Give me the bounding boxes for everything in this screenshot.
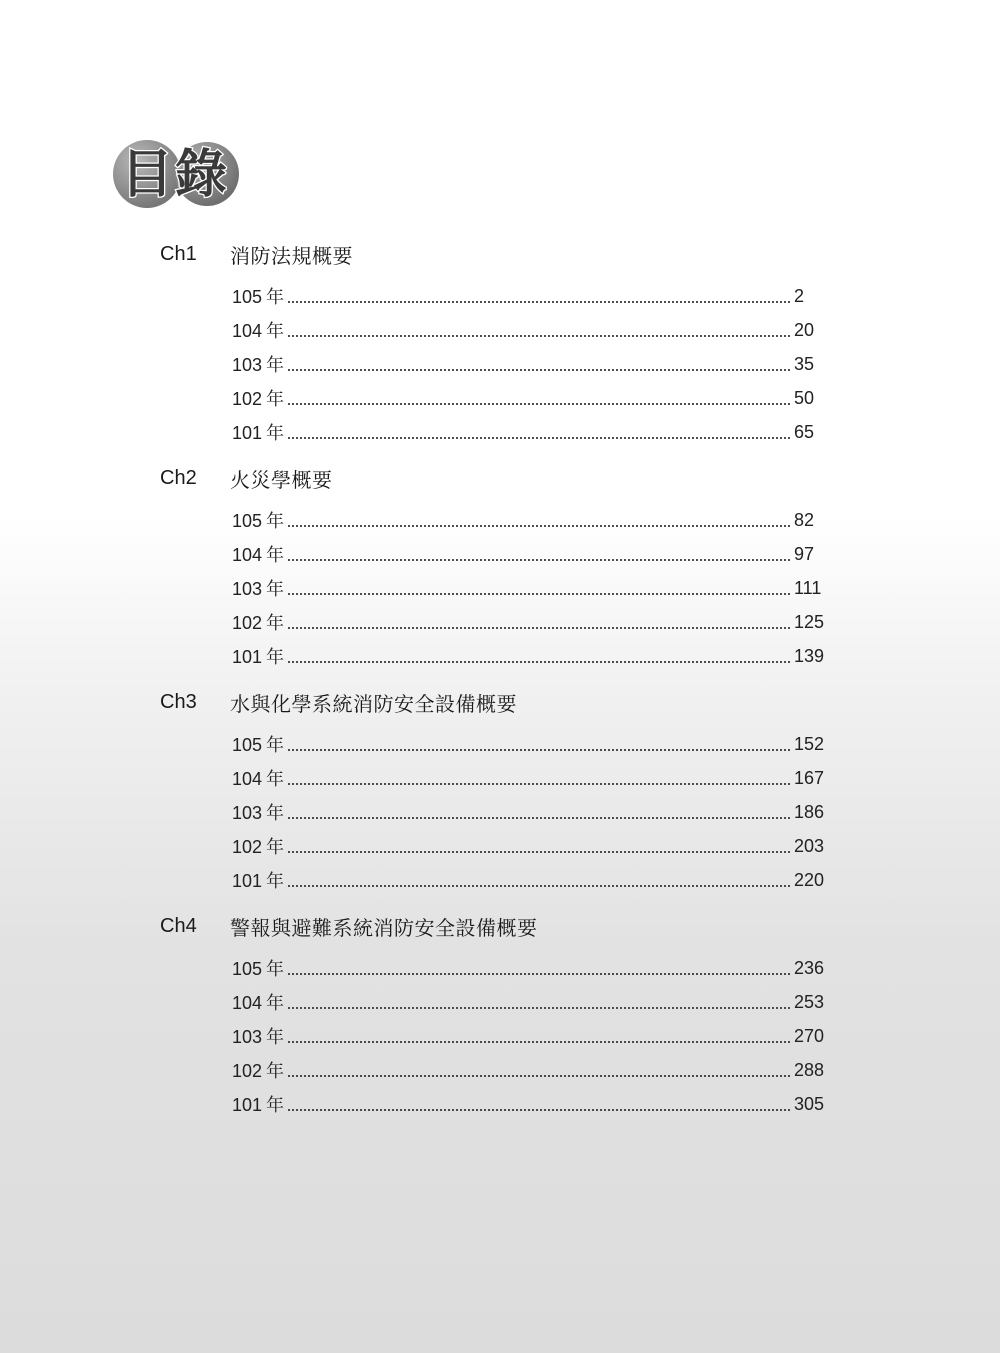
toc-entry[interactable] xyxy=(232,829,828,863)
dot-leader xyxy=(287,355,791,373)
year-suffix: 年 xyxy=(266,993,285,1014)
entry-year: 105 年 xyxy=(232,959,285,980)
toc-entry[interactable] xyxy=(232,761,828,795)
dot-leader xyxy=(287,1027,791,1045)
page-number: 236 xyxy=(794,957,825,978)
page-number: 203 xyxy=(794,835,825,856)
chapter-number: Ch4 xyxy=(160,914,197,937)
entry-list xyxy=(160,279,830,449)
dot-leader xyxy=(287,803,791,821)
chapter-title: 警報與避難系統消防安全設備概要 xyxy=(230,915,538,940)
entry-year: 104 年 xyxy=(232,769,285,790)
page-number: 50 xyxy=(794,387,815,408)
entry-year: 103 年 xyxy=(232,355,285,376)
entry-year: 101 年 xyxy=(232,423,285,444)
page-number: 288 xyxy=(794,1059,825,1080)
page-number: 139 xyxy=(794,645,825,666)
dot-leader xyxy=(287,647,791,665)
year-suffix: 年 xyxy=(266,1027,285,1048)
chapter-4 xyxy=(160,911,830,1121)
toc-entry[interactable] xyxy=(232,985,828,1019)
year-suffix: 年 xyxy=(266,389,285,410)
year-suffix: 年 xyxy=(266,355,285,376)
chapter-heading[interactable] xyxy=(160,239,830,269)
chapter-heading[interactable] xyxy=(160,687,830,717)
page-number: 152 xyxy=(794,733,825,754)
year-suffix: 年 xyxy=(266,959,285,980)
page-title: 目錄 xyxy=(121,145,230,205)
chapter-heading[interactable] xyxy=(160,911,830,941)
toc-entry[interactable] xyxy=(232,347,828,381)
page-number: 35 xyxy=(794,353,815,374)
page-number: 111 xyxy=(794,577,822,598)
toc-entry[interactable] xyxy=(232,415,828,449)
dot-leader xyxy=(287,579,791,597)
page-number: 305 xyxy=(794,1093,825,1114)
entry-year: 105 年 xyxy=(232,735,285,756)
entry-year: 101 年 xyxy=(232,871,285,892)
year-suffix: 年 xyxy=(266,735,285,756)
entry-year: 104 年 xyxy=(232,545,285,566)
year-suffix: 年 xyxy=(266,287,285,308)
toc-entry[interactable] xyxy=(232,1053,828,1087)
page-number: 97 xyxy=(794,543,815,564)
chapter-title: 消防法規概要 xyxy=(230,243,353,268)
entry-list xyxy=(160,503,830,673)
dot-leader xyxy=(287,993,791,1011)
page-number: 220 xyxy=(794,869,825,890)
dot-leader xyxy=(287,511,791,529)
toc-entry[interactable] xyxy=(232,639,828,673)
page-number: 186 xyxy=(794,801,825,822)
chapter-heading[interactable] xyxy=(160,463,830,493)
page-number: 270 xyxy=(794,1025,825,1046)
entry-year: 102 年 xyxy=(232,389,285,410)
toc-entry[interactable] xyxy=(232,863,828,897)
page-number: 2 xyxy=(794,285,805,306)
entry-list xyxy=(160,951,830,1121)
toc-entry[interactable] xyxy=(232,1087,828,1121)
dot-leader xyxy=(287,545,791,563)
year-suffix: 年 xyxy=(266,511,285,532)
page-number: 82 xyxy=(794,509,815,530)
toc-entry[interactable] xyxy=(232,605,828,639)
entry-year: 104 年 xyxy=(232,321,285,342)
year-suffix: 年 xyxy=(266,1095,285,1116)
dot-leader xyxy=(287,389,791,407)
year-suffix: 年 xyxy=(266,423,285,444)
entry-year: 102 年 xyxy=(232,613,285,634)
year-suffix: 年 xyxy=(266,647,285,668)
year-suffix: 年 xyxy=(266,1061,285,1082)
year-suffix: 年 xyxy=(266,837,285,858)
page-number: 167 xyxy=(794,767,825,788)
entry-year: 105 年 xyxy=(232,287,285,308)
entry-year: 103 年 xyxy=(232,1027,285,1048)
entry-year: 102 年 xyxy=(232,1061,285,1082)
entry-year: 103 年 xyxy=(232,803,285,824)
dot-leader xyxy=(287,1061,791,1079)
dot-leader xyxy=(287,769,791,787)
entry-year: 104 年 xyxy=(232,993,285,1014)
year-suffix: 年 xyxy=(266,613,285,634)
year-suffix: 年 xyxy=(266,769,285,790)
toc-entry[interactable] xyxy=(232,795,828,829)
year-suffix: 年 xyxy=(266,871,285,892)
chapter-number: Ch1 xyxy=(160,242,197,265)
entry-year: 105 年 xyxy=(232,511,285,532)
chapter-1 xyxy=(160,239,830,449)
toc-entry[interactable] xyxy=(232,951,828,985)
dot-leader xyxy=(287,1095,791,1113)
chapter-3 xyxy=(160,687,830,897)
toc-entry[interactable] xyxy=(232,381,828,415)
dot-leader xyxy=(287,959,791,977)
dot-leader xyxy=(287,871,791,889)
page-number: 125 xyxy=(794,611,825,632)
toc-entry[interactable] xyxy=(232,537,828,571)
page-number: 20 xyxy=(794,319,815,340)
chapter-number: Ch3 xyxy=(160,690,197,713)
toc-entry[interactable] xyxy=(232,1019,828,1053)
entry-year: 102 年 xyxy=(232,837,285,858)
entry-year: 101 年 xyxy=(232,1095,285,1116)
dot-leader xyxy=(287,287,791,305)
year-suffix: 年 xyxy=(266,803,285,824)
toc-entry[interactable] xyxy=(232,503,828,537)
dot-leader xyxy=(287,321,791,339)
toc-entry[interactable] xyxy=(232,727,828,761)
dot-leader xyxy=(287,735,791,753)
page-number: 65 xyxy=(794,421,815,442)
dot-leader xyxy=(287,613,791,631)
toc-header xyxy=(113,140,243,210)
toc-entry[interactable] xyxy=(232,313,828,347)
year-suffix: 年 xyxy=(266,579,285,600)
toc-entry[interactable] xyxy=(232,571,828,605)
dot-leader xyxy=(287,837,791,855)
dot-leader xyxy=(287,423,791,441)
toc-entry[interactable] xyxy=(232,279,828,313)
year-suffix: 年 xyxy=(266,321,285,342)
page-number: 253 xyxy=(794,991,825,1012)
chapter-2 xyxy=(160,463,830,673)
chapter-number: Ch2 xyxy=(160,466,197,489)
chapter-title: 火災學概要 xyxy=(230,467,333,492)
entry-list xyxy=(160,727,830,897)
chapter-title: 水與化學系統消防安全設備概要 xyxy=(230,691,517,716)
entry-year: 101 年 xyxy=(232,647,285,668)
year-suffix: 年 xyxy=(266,545,285,566)
entry-year: 103 年 xyxy=(232,579,285,600)
